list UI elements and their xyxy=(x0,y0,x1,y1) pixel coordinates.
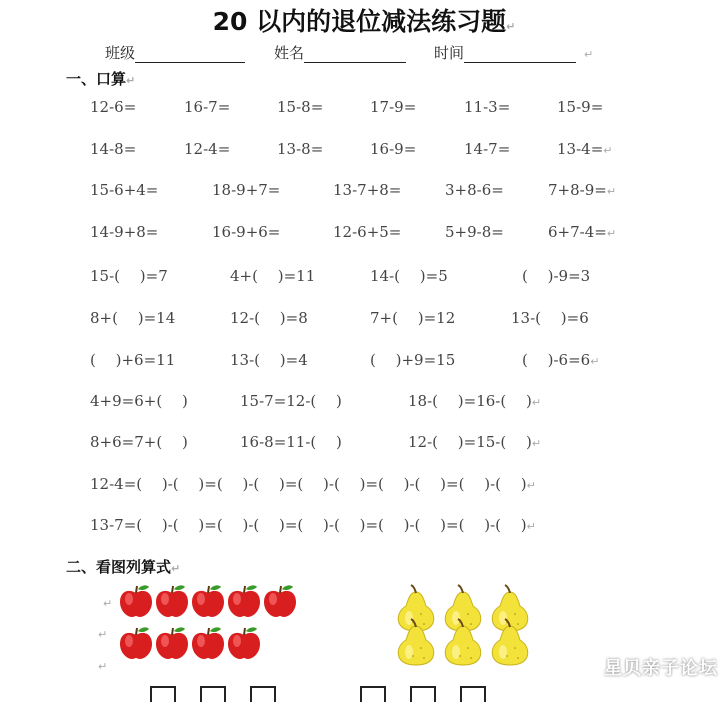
exercise-item: 4+( )=11 xyxy=(230,267,316,285)
paragraph-mark-icon: ↵ xyxy=(603,144,613,157)
pear-icon xyxy=(440,618,486,666)
exercise-text: 18-( )=16-( ) xyxy=(408,392,532,410)
paragraph-mark-icon: ↵ xyxy=(584,48,594,61)
apple-icon xyxy=(226,626,262,660)
paragraph-mark-icon: ↵ xyxy=(103,597,113,610)
paragraph-mark-icon: ↵ xyxy=(531,396,542,409)
exercise-item: 12-( )=8 xyxy=(230,309,308,327)
name-blank xyxy=(304,46,406,63)
exercise-item: 16-8=11-( ) xyxy=(240,433,342,451)
exercise-item: 16-9+6= xyxy=(212,223,281,241)
section-picture-text: 二、看图列算式 xyxy=(66,558,172,576)
exercise-item: 8+6=7+( ) xyxy=(90,433,188,451)
exercise-text: 7+8-9= xyxy=(548,181,607,199)
exercise-item: 18-9+7= xyxy=(212,181,281,199)
exercise-item: 14-7= xyxy=(464,140,511,158)
time-field xyxy=(434,42,593,63)
exercise-item: ( )+6=11 xyxy=(90,351,176,369)
exercise-text: 6+7-4= xyxy=(548,223,607,241)
exercise-item: 16-7= xyxy=(184,98,231,116)
exercise-item xyxy=(522,349,599,370)
exercise-item: 15-8= xyxy=(277,98,324,116)
exercise-text: 12-( )=15-( ) xyxy=(408,433,532,451)
name-field xyxy=(274,42,406,63)
exercise-item: 14-8= xyxy=(90,140,137,158)
exercise-item xyxy=(90,473,536,494)
class-blank xyxy=(135,46,245,63)
title-text: 20 以内的退位减法练习题 xyxy=(212,7,507,36)
exercise-item: 16-9= xyxy=(370,140,417,158)
exercise-item: 13-( )=4 xyxy=(230,351,308,369)
exercise-item xyxy=(408,431,541,452)
exercise-item: ( )+9=15 xyxy=(370,351,456,369)
exercise-item xyxy=(557,140,613,158)
pear-icon xyxy=(393,618,439,666)
exercise-item: 12-6= xyxy=(90,98,137,116)
exercise-item: ( )-9=3 xyxy=(522,267,591,285)
exercise-text: ( )-6=6 xyxy=(522,351,591,369)
exercise-text: 13-7=( )-( )=( )-( )=( )-( )=( )-( )=( )-( ) xyxy=(90,516,527,534)
paragraph-mark-icon: ↵ xyxy=(98,628,108,641)
paragraph-mark-icon: ↵ xyxy=(526,479,536,492)
exercise-item: 7+( )=12 xyxy=(370,309,456,327)
exercise-item: 4+9=6+( ) xyxy=(90,392,188,410)
apple-icon xyxy=(226,584,262,618)
answer-box xyxy=(410,686,436,702)
exercise-item: 15-7=12-( ) xyxy=(240,392,342,410)
paragraph-mark-icon: ↵ xyxy=(126,74,136,87)
exercise-text: 13-4= xyxy=(557,140,604,158)
paragraph-mark-icon: ↵ xyxy=(98,660,108,673)
answer-box xyxy=(200,686,226,702)
exercise-item: 12-6+5= xyxy=(333,223,402,241)
section-heading-mental xyxy=(66,68,135,89)
apple-icon xyxy=(190,626,226,660)
class-field xyxy=(105,42,245,63)
exercise-item: 15-9= xyxy=(557,98,604,116)
paragraph-mark-icon: ↵ xyxy=(531,437,542,450)
answer-box xyxy=(150,686,176,702)
time-blank xyxy=(464,46,576,63)
exercise-item: 14-9+8= xyxy=(90,223,159,241)
apple-icon xyxy=(118,584,154,618)
name-label: 姓名 xyxy=(274,44,305,62)
exercise-item: 11-3= xyxy=(464,98,511,116)
exercise-item: 13-8= xyxy=(277,140,324,158)
paragraph-mark-icon: ↵ xyxy=(590,355,600,368)
exercise-item: 14-( )=5 xyxy=(370,267,448,285)
apple-icon xyxy=(154,626,190,660)
forum-watermark: 星贝亲子论坛 xyxy=(604,658,718,679)
paragraph-mark-icon: ↵ xyxy=(171,562,181,575)
exercise-item xyxy=(90,514,536,535)
apple-icon xyxy=(262,584,298,618)
exercise-item xyxy=(548,181,616,199)
apple-icon xyxy=(118,626,154,660)
pear-icon xyxy=(487,618,533,666)
exercise-item: 13-7+8= xyxy=(333,181,402,199)
answer-box xyxy=(460,686,486,702)
exercise-item xyxy=(408,390,541,411)
exercise-item: 15-( )=7 xyxy=(90,267,168,285)
exercise-item: 13-( )=6 xyxy=(511,309,589,327)
apple-icon xyxy=(190,584,226,618)
exercise-item: 5+9-8= xyxy=(445,223,504,241)
class-label: 班级 xyxy=(105,44,136,62)
time-label: 时间 xyxy=(434,44,465,62)
paragraph-mark-icon: ↵ xyxy=(606,227,617,240)
exercise-item: 15-6+4= xyxy=(90,181,159,199)
exercise-text: 12-4=( )-( )=( )-( )=( )-( )=( )-( )=( )-( ) xyxy=(90,475,527,493)
exercise-item: 3+8-6= xyxy=(445,181,504,199)
paragraph-mark-icon: ↵ xyxy=(606,185,617,198)
page-title xyxy=(0,2,728,38)
section-mental-text: 一、口算 xyxy=(66,70,127,88)
exercise-item: 12-4= xyxy=(184,140,231,158)
apple-icon xyxy=(154,584,190,618)
answer-box xyxy=(360,686,386,702)
answer-box xyxy=(250,686,276,702)
exercise-item: 8+( )=14 xyxy=(90,309,176,327)
section-heading-picture xyxy=(66,556,180,577)
exercise-item: 17-9= xyxy=(370,98,417,116)
paragraph-mark-icon: ↵ xyxy=(506,20,516,33)
exercise-item xyxy=(548,223,616,241)
paragraph-mark-icon: ↵ xyxy=(526,520,536,533)
